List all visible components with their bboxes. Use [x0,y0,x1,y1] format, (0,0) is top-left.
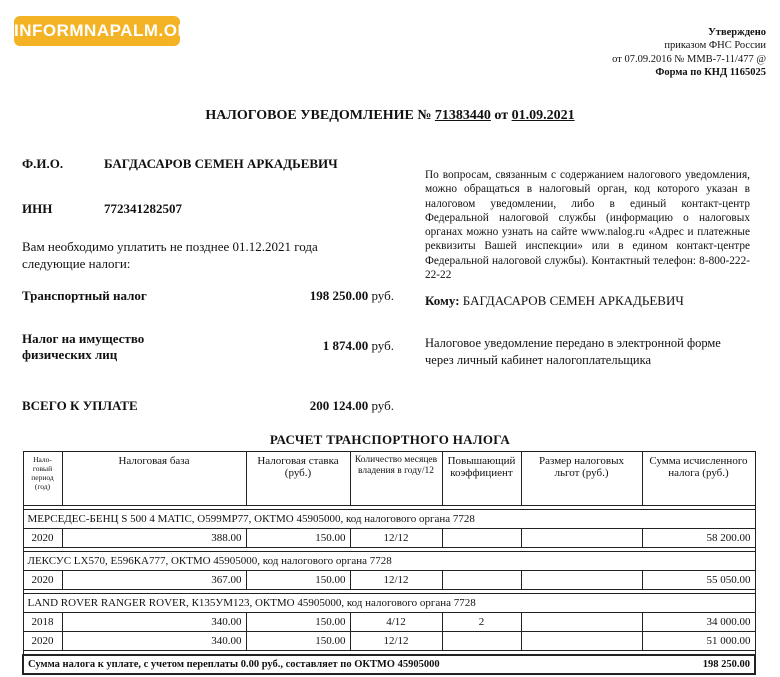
cell-sum: 51 000.00 [642,632,755,651]
table-row [23,632,755,651]
property-tax-amount: 1 874.00 руб. [322,338,394,353]
cell-sum: 55 050.00 [642,571,755,590]
fio-label: Ф.И.О. [22,156,64,171]
cell-coefficient [442,529,521,548]
approval-line: Утверждено [708,27,766,38]
recipient [425,293,684,309]
cell-year: 2020 [23,529,62,548]
document-title [0,108,780,124]
table-row [23,571,755,590]
vehicle-row [23,594,755,613]
cell-sum: 58 200.00 [642,529,755,548]
cell-year: 2020 [23,571,62,590]
cell-coefficient: 2 [442,613,521,632]
cell-sum: 34 000.00 [642,613,755,632]
recipient-name: БАГДАСАРОВ СЕМЕН АРКАДЬЕВИЧ [462,293,684,308]
cell-months: 12/12 [350,571,442,590]
cell-base: 388.00 [62,529,246,548]
vehicle-row [23,510,755,529]
property-tax-label [22,331,144,363]
cell-rate: 150.00 [246,632,350,651]
informnapalm-watermark-logo: INFORMNAPALM.ORG [14,16,180,46]
notice-date: 01.09.2021 [511,108,575,123]
approval-line: от 07.09.2016 № ММВ-7-11/477 @ [612,53,766,65]
transport-tax-table [22,451,756,675]
col-header-base: Налоговая база [62,452,246,506]
cell-months: 4/12 [350,613,442,632]
delivery-note [425,335,721,369]
info-note: По вопросам, связанным с содержанием налогового уведомления, можно обращаться в налоговый орган, код которого указан в налоговом уведомлении, либо в единый контакт-центр Федеральной налоговой службы (информацию о налоговых органах можно узнать на сайте www.nalog.ru «Адрес и платежные реквизиты Вашей инспекции» или в едином контакт-центре Федеральной налоговой службы). Контактный телефон: 8-800-222-22-22 [425,169,750,282]
transport-tax-amount: 198 250.00 руб. [309,288,394,303]
form-code: Форма по КНД 1165025 [655,67,766,79]
delivery-note-line: через личный кабинет налогоплательщика [425,353,652,367]
cell-base: 340.00 [62,632,246,651]
payment-deadline [22,238,318,272]
vehicle-row [23,552,755,571]
cell-rate: 150.00 [246,571,350,590]
table-header-row [23,452,755,506]
title-middle: от [490,108,512,123]
vehicle-name: LAND ROVER RANGER ROVER, К135УМ123, ОКТМО 45905000, код налогового органа 7728 [23,594,755,613]
cell-base: 340.00 [62,613,246,632]
table-row [23,529,755,548]
col-header-period: Нало-говый период (год) [23,452,62,506]
fio-value: БАГДАСАРОВ СЕМЕН АРКАДЬЕВИЧ [104,156,338,171]
calc-title: РАСЧЕТ ТРАНСПОРТНОГО НАЛОГА [269,432,511,447]
cell-relief [521,571,642,590]
inn-value: 772341282507 [104,201,182,216]
total-due-label: ВСЕГО К УПЛАТЕ [22,398,138,413]
col-header-sum: Сумма исчисленного налога (руб.) [642,452,755,506]
cell-year: 2018 [23,613,62,632]
cell-rate: 150.00 [246,613,350,632]
total-row [23,655,755,674]
title-prefix: НАЛОГОВОЕ УВЕДОМЛЕНИЕ № [205,108,435,123]
approval-line: приказом ФНС России [664,40,766,52]
vehicle-name: ЛЕКСУС LX570, Е596КА777, ОКТМО 45905000, код налогового органа 7728 [23,552,755,571]
col-header-relief: Размер налоговых льгот (руб.) [521,452,642,506]
cell-coefficient [442,632,521,651]
cell-months: 12/12 [350,632,442,651]
notice-number: 71383440 [434,108,491,123]
cell-rate: 150.00 [246,529,350,548]
total-value: 198 250.00 [642,655,755,674]
cell-relief [521,613,642,632]
cell-relief [521,632,642,651]
property-tax-label-line: физических лиц [22,347,118,362]
col-header-coefficient: Повышающий коэффициент [442,452,521,506]
cell-year: 2020 [23,632,62,651]
col-header-months: Количество месяцев владения в году/12 [350,452,442,506]
payment-deadline-line: Вам необходимо уплатить не позднее 01.12.2021 года [22,239,318,254]
cell-base: 367.00 [62,571,246,590]
cell-months: 12/12 [350,529,442,548]
cell-relief [521,529,642,548]
payment-deadline-line: следующие налоги: [22,256,131,271]
inn-label: ИНН [22,201,53,216]
total-text: Сумма налога к уплате, с учетом переплаты 0.00 руб., составляет по ОКТМО 45905000 [23,655,642,674]
vehicle-name: МЕРСЕДЕС-БЕНЦ S 500 4 MATIC, О599МР77, ОКТМО 45905000, код налогового органа 7728 [23,510,755,529]
delivery-note-line: Налоговое уведомление передано в электронной форме [425,336,721,350]
transport-tax-label: Транспортный налог [22,288,147,303]
table-row [23,613,755,632]
total-due-amount: 200 124.00 руб. [309,398,394,413]
approval-block [506,26,766,80]
recipient-label: Кому: [425,293,463,308]
property-tax-label-line: Налог на имущество [22,331,145,346]
col-header-rate: Налоговая ставка (руб.) [246,452,350,506]
cell-coefficient [442,571,521,590]
